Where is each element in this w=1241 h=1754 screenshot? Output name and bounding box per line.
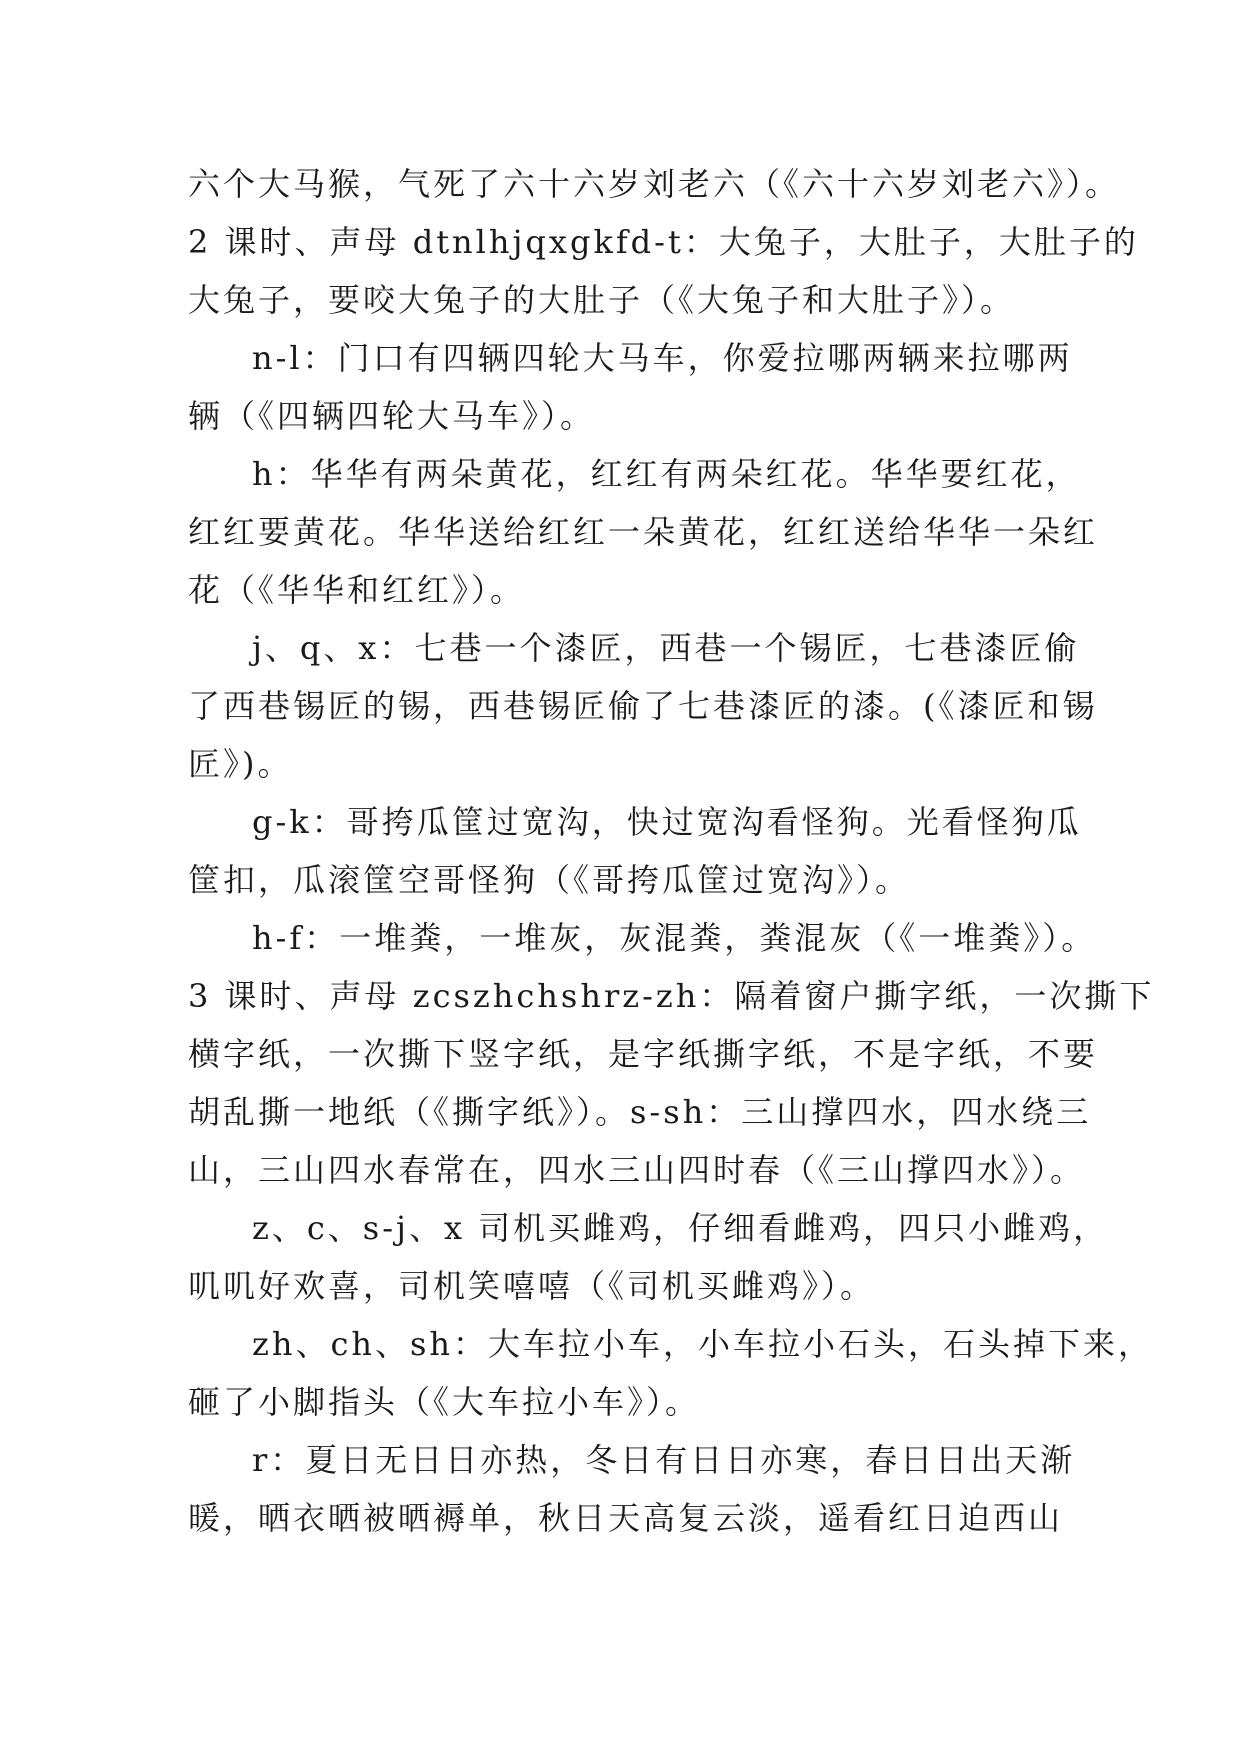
text-line: h：华华有两朵黄花，红红有两朵红花。华华要红花， [252,455,1081,493]
text-line: 山，三山四水春常在，四水三山四时春（《三山撑四水》）。 [188,1151,1086,1189]
text-line: 花（《华华和红红》）。 [188,571,526,609]
text-line: 六个大马猴，气死了六十六岁刘老六（《六十六岁刘老六》）。 [188,165,1121,203]
text-line: 3 课时、声母 zcszhchshrz-zh：隔着窗户撕字纸，一次撕下 [188,977,1155,1015]
text-line: 砸了小脚指头（《大车拉小车》）。 [188,1383,701,1421]
text-line: 大兔子，要咬大兔子的大肚子（《大兔子和大肚子》）。 [188,281,1016,319]
text-line: 暖，晒衣晒被晒褥单，秋日天高复云淡，遥看红日迫西山 [188,1499,1064,1537]
text-line: h-f：一堆粪，一堆灰，灰混粪，粪混灰（《一堆粪》）。 [252,919,1097,957]
text-line: g-k：哥挎瓜筐过宽沟，快过宽沟看怪狗。光看怪狗瓜 [252,803,1082,841]
text-line: 红红要黄花。华华送给红红一朵黄花，红红送给华华一朵红 [188,513,1099,551]
text-line: z、c、s-j、x 司机买雌鸡，仔细看雌鸡，四只小雌鸡， [252,1209,1109,1247]
text-line: 辆（《四辆四轮大马车》）。 [188,397,596,435]
text-line: n-l：门口有四辆四轮大马车，你爱拉哪两辆来拉哪两 [252,339,1073,377]
text-line: 了西巷锡匠的锡，西巷锡匠偷了七巷漆匠的漆。(《漆匠和锡 [188,687,1098,725]
text-line: 胡乱撕一地纸（《撕字纸》）。s-sh：三山撑四水，四水绕三 [188,1093,1092,1131]
text-line: 横字纸，一次撕下竖字纸，是字纸撕字纸，不是字纸，不要 [188,1035,1099,1073]
text-line: 匠》)。 [188,745,293,783]
text-line: 叽叽好欢喜，司机笑嘻嘻（《司机买雌鸡》）。 [188,1267,876,1305]
text-line: 筐扣，瓜滚筐空哥怪狗（《哥挎瓜筐过宽沟》）。 [188,861,911,899]
text-line: 2 课时、声母 dtnlhjqxgkfd-t：大兔子，大肚子，大肚子的 [188,223,1139,261]
text-line: r：夏日无日日亦热，冬日有日日亦寒，春日日出天渐 [252,1441,1076,1479]
text-line: j、q、x：七巷一个漆匠，西巷一个锡匠，七巷漆匠偷 [252,629,1080,667]
text-line: zh、ch、sh：大车拉小车，小车拉小石头，石头掉下来， [252,1325,1154,1363]
document-body [188,155,1155,1547]
